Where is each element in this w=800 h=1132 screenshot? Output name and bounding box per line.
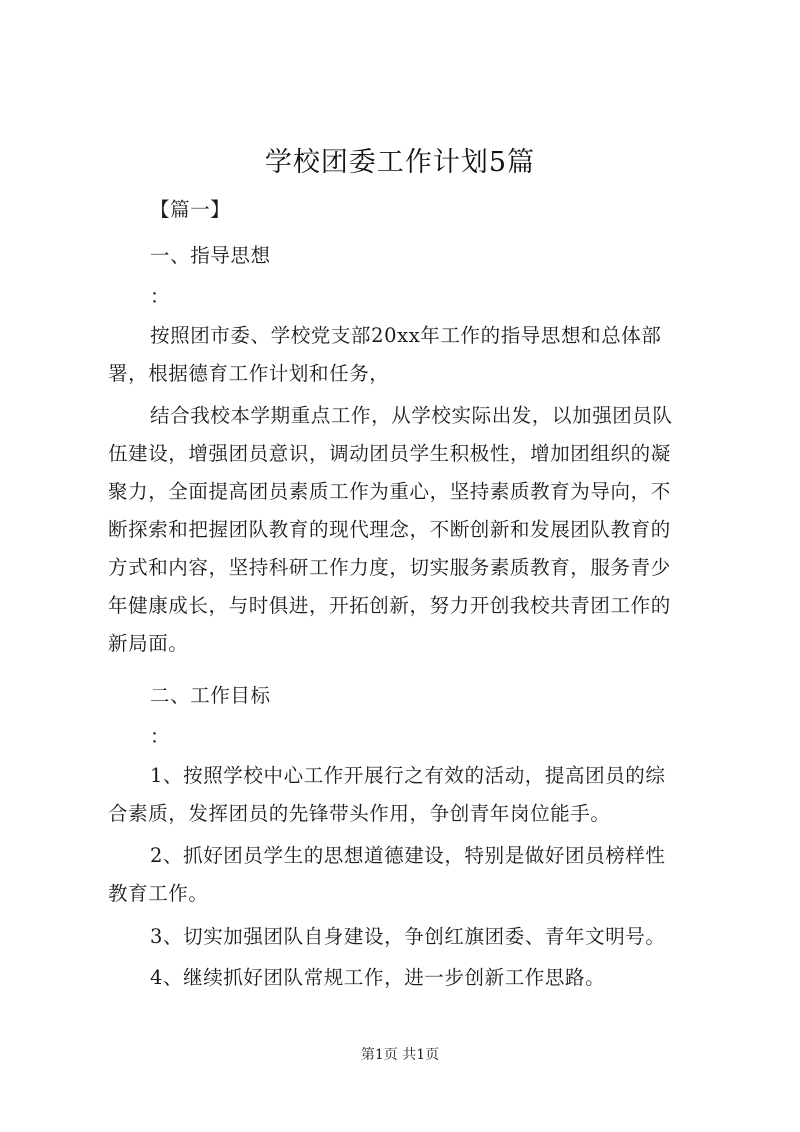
document-title: 学校团委工作计划5篇 bbox=[264, 147, 536, 178]
paragraph-line: 按照团市委、学校党支部20xx年工作的指导思想和总体部 bbox=[150, 324, 662, 347]
paragraph-line: 署，根据德育工作计划和任务， bbox=[108, 362, 390, 385]
paragraph-line: 伍建设，增强团员意识，调动团员学生积极性，增加团组织的凝 bbox=[108, 442, 671, 465]
heading-colon: ： bbox=[150, 285, 171, 308]
goal-line: 教育工作。 bbox=[108, 882, 209, 905]
heading-colon: ： bbox=[150, 725, 171, 748]
paragraph-line: 方式和内容，坚持科研工作力度，切实服务素质教育，服务青少 bbox=[108, 556, 671, 579]
paragraph-line: 新局面。 bbox=[108, 632, 189, 655]
paragraph-line: 年健康成长，与时俱进，开拓创新，努力开创我校共青团工作的 bbox=[108, 594, 671, 617]
section-label: 【篇一】 bbox=[150, 198, 231, 221]
goal-line: 1、按照学校中心工作开展行之有效的活动，提高团员的综 bbox=[150, 764, 666, 787]
goal-line: 4、继续抓好团队常规工作，进一步创新工作思路。 bbox=[150, 966, 606, 989]
heading-work-goals: 二、工作目标 bbox=[150, 684, 271, 707]
page-footer: 第1页 共1页 bbox=[360, 1047, 440, 1063]
paragraph-line: 断探索和把握团队教育的现代理念，不断创新和发展团队教育的 bbox=[108, 518, 671, 541]
paragraph-line: 聚力，全面提高团员素质工作为重心，坚持素质教育为导向，不 bbox=[108, 480, 671, 503]
goal-line: 2、抓好团员学生的思想道德建设，特别是做好团员榜样性 bbox=[150, 844, 666, 867]
goal-line: 合素质，发挥团员的先锋带头作用，争创青年岗位能手。 bbox=[108, 802, 611, 825]
heading-guiding-thought: 一、指导思想 bbox=[150, 244, 271, 267]
paragraph-line: 结合我校本学期重点工作，从学校实际出发，以加强团员队 bbox=[150, 404, 673, 427]
goal-line: 3、切实加强团队自身建设，争创红旗团委、青年文明号。 bbox=[150, 925, 666, 948]
